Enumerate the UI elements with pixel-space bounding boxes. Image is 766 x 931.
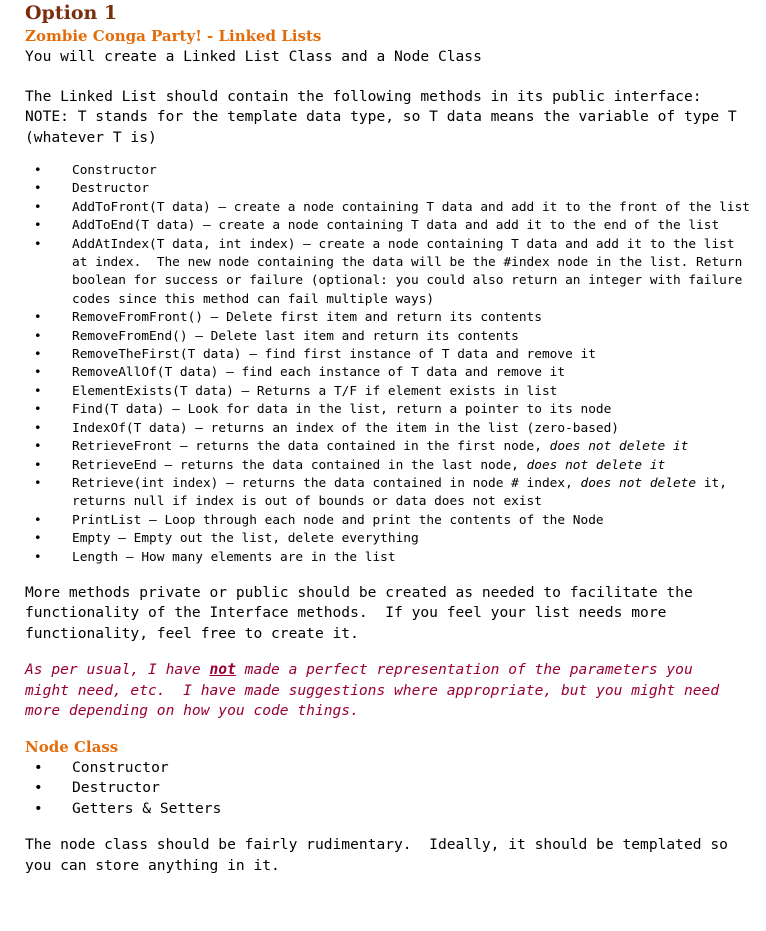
- list-item: • ElementExists(T data) – Returns a T/F if element exists in list: [25, 383, 755, 401]
- list-item: • Destructor: [25, 778, 755, 799]
- list-item: • RemoveAllOf(T data) – find each instance of T data and remove it: [25, 364, 755, 382]
- node-class-heading: Node Class: [25, 737, 119, 756]
- document-page: [25, 0, 755, 876]
- assignment-subtitle: Zombie Conga Party! - Linked Lists: [25, 27, 322, 45]
- list-item: • Getters & Setters: [25, 799, 755, 820]
- list-item: • RetrieveFront – returns the data contained in the first node, does not delete it: [25, 438, 755, 456]
- list-item: • AddToFront(T data) – create a node containing T data and add it to the front of the list: [25, 199, 755, 217]
- interface-description: The Linked List should contain the following methods in its public interface: NOTE: T stands for the template data type, so T data means the variable of type T (whatever T is): [25, 87, 737, 146]
- list-item: • Constructor: [25, 758, 755, 779]
- list-item: • RemoveTheFirst(T data) – find first instance of T data and remove it: [25, 346, 755, 364]
- list-item: • Constructor: [25, 162, 755, 180]
- more-methods-text: More methods private or public should be created as needed to facilitate the functionality of the Interface methods. If you feel your list needs more functionality, feel free to create it.: [25, 583, 693, 642]
- list-item: • Retrieve(int index) – returns the data contained in node # index, does not delete it, returns null if index is out of bounds or data does not exist: [25, 475, 755, 512]
- list-item: • PrintList – Loop through each node and print the contents of the Node: [25, 512, 755, 530]
- method-list: [25, 162, 755, 567]
- option-title: Option 1: [25, 2, 118, 24]
- list-item: • IndexOf(T data) – returns an index of the item in the list (zero-based): [25, 420, 755, 438]
- list-item: • RemoveFromFront() – Delete first item and return its contents: [25, 309, 755, 327]
- list-item: • AddAtIndex(T data, int index) – create a node containing T data and add it to the list at index. The new node containing the data will be the #index node in the list. Return boolean for success or failure (optional: you could also return an integer with failure codes since this method can fail multiple ways): [25, 236, 755, 310]
- intro-text: You will create a Linked List Class and a Node Class: [25, 48, 482, 65]
- parameters-note: As per usual, I have not made a perfect representation of the parameters you might need, etc. I have made suggestions where appropriate, but you might need more depending on how you code things.: [25, 661, 720, 720]
- list-item: • RemoveFromEnd() – Delete last item and return its contents: [25, 328, 755, 346]
- list-item: • Destructor: [25, 180, 755, 198]
- node-class-description: The node class should be fairly rudimentary. Ideally, it should be templated so you can store anything in it.: [25, 836, 728, 874]
- list-item: • RetrieveEnd – returns the data contained in the last node, does not delete it: [25, 457, 755, 475]
- list-item: • Length – How many elements are in the list: [25, 549, 755, 567]
- list-item: • AddToEnd(T data) – create a node containing T data and add it to the end of the list: [25, 217, 755, 235]
- list-item: • Empty – Empty out the list, delete everything: [25, 530, 755, 548]
- node-class-list: [25, 758, 755, 820]
- list-item: • Find(T data) – Look for data in the list, return a pointer to its node: [25, 401, 755, 419]
